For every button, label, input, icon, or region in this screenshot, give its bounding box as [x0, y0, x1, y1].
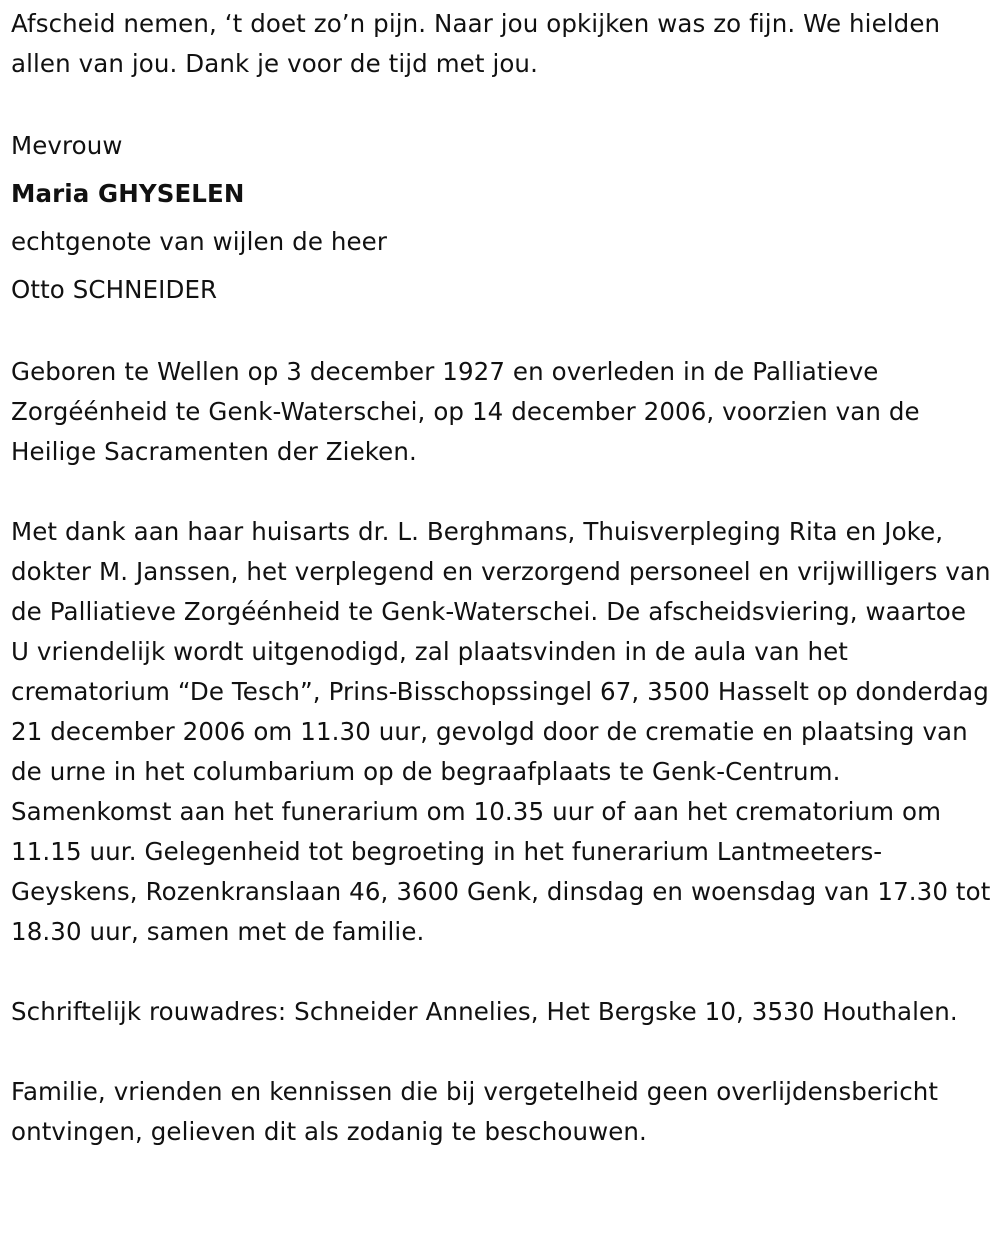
closing-note: Familie, vrienden en kennissen die bij vergetelheid geen overlijdensbericht ontvingen, gelieven dit als zodanig te beschouwen. [11, 1077, 939, 1146]
birth-death-paragraph: Geboren te Wellen op 3 december 1927 en overleden in de Palliatieve Zorgéénheid te Genk-Waterschei, op 14 december 2006, voorzien van de Heilige Sacramenten der Zieken. [11, 357, 920, 466]
mourning-address: Schriftelijk rouwadres: Schneider Annelies, Het Bergske 10, 3530 Houthalen. [11, 997, 958, 1026]
honorific-title: Mevrouw [11, 131, 123, 160]
obituary-notice [11, 4, 991, 1152]
spacer [11, 84, 991, 122]
deceased-name: Maria GHYSELEN [11, 179, 245, 208]
relation-text: echtgenote van wijlen de heer [11, 227, 388, 256]
spacer [11, 952, 991, 992]
spacer [11, 1032, 991, 1072]
thanks-ceremony-paragraph: Met dank aan haar huisarts dr. L. Berghmans, Thuisverpleging Rita en Joke, dokter M. Janssen, het verplegend en verzorgend personeel en vrijwilligers van de Palliatieve Zorgéénheid te Genk-Waterschei. De afscheidsviering, waartoe U vriendelijk wordt uitgenodigd, zal plaatsvinden in de aula van het crematorium “De Tesch”, Prins-Bisschopssingel 67, 3500 Hasselt op donderdag 21 december 2006 om 11.30 uur, gevolgd door de crematie en plaatsing van de urne in het columbarium op de begraafplaats te Genk-Centrum. Samenkomst aan het funerarium om 10.35 uur of aan het crematorium om 11.15 uur. Gelegenheid tot begroeting in het funerarium Lantmeeters-Geyskens, Rozenkranslaan 46, 3600 Genk, dinsdag en woensdag van 17.30 tot 18.30 uur, samen met de familie. [11, 517, 991, 946]
spacer [11, 314, 991, 352]
spouse-name: Otto SCHNEIDER [11, 275, 218, 304]
opening-verse: Afscheid nemen, ‘t doet zo’n pijn. Naar jou opkijken was zo fijn. We hielden allen van jou. Dank je voor de tijd met jou. [11, 9, 941, 78]
spacer [11, 472, 991, 512]
